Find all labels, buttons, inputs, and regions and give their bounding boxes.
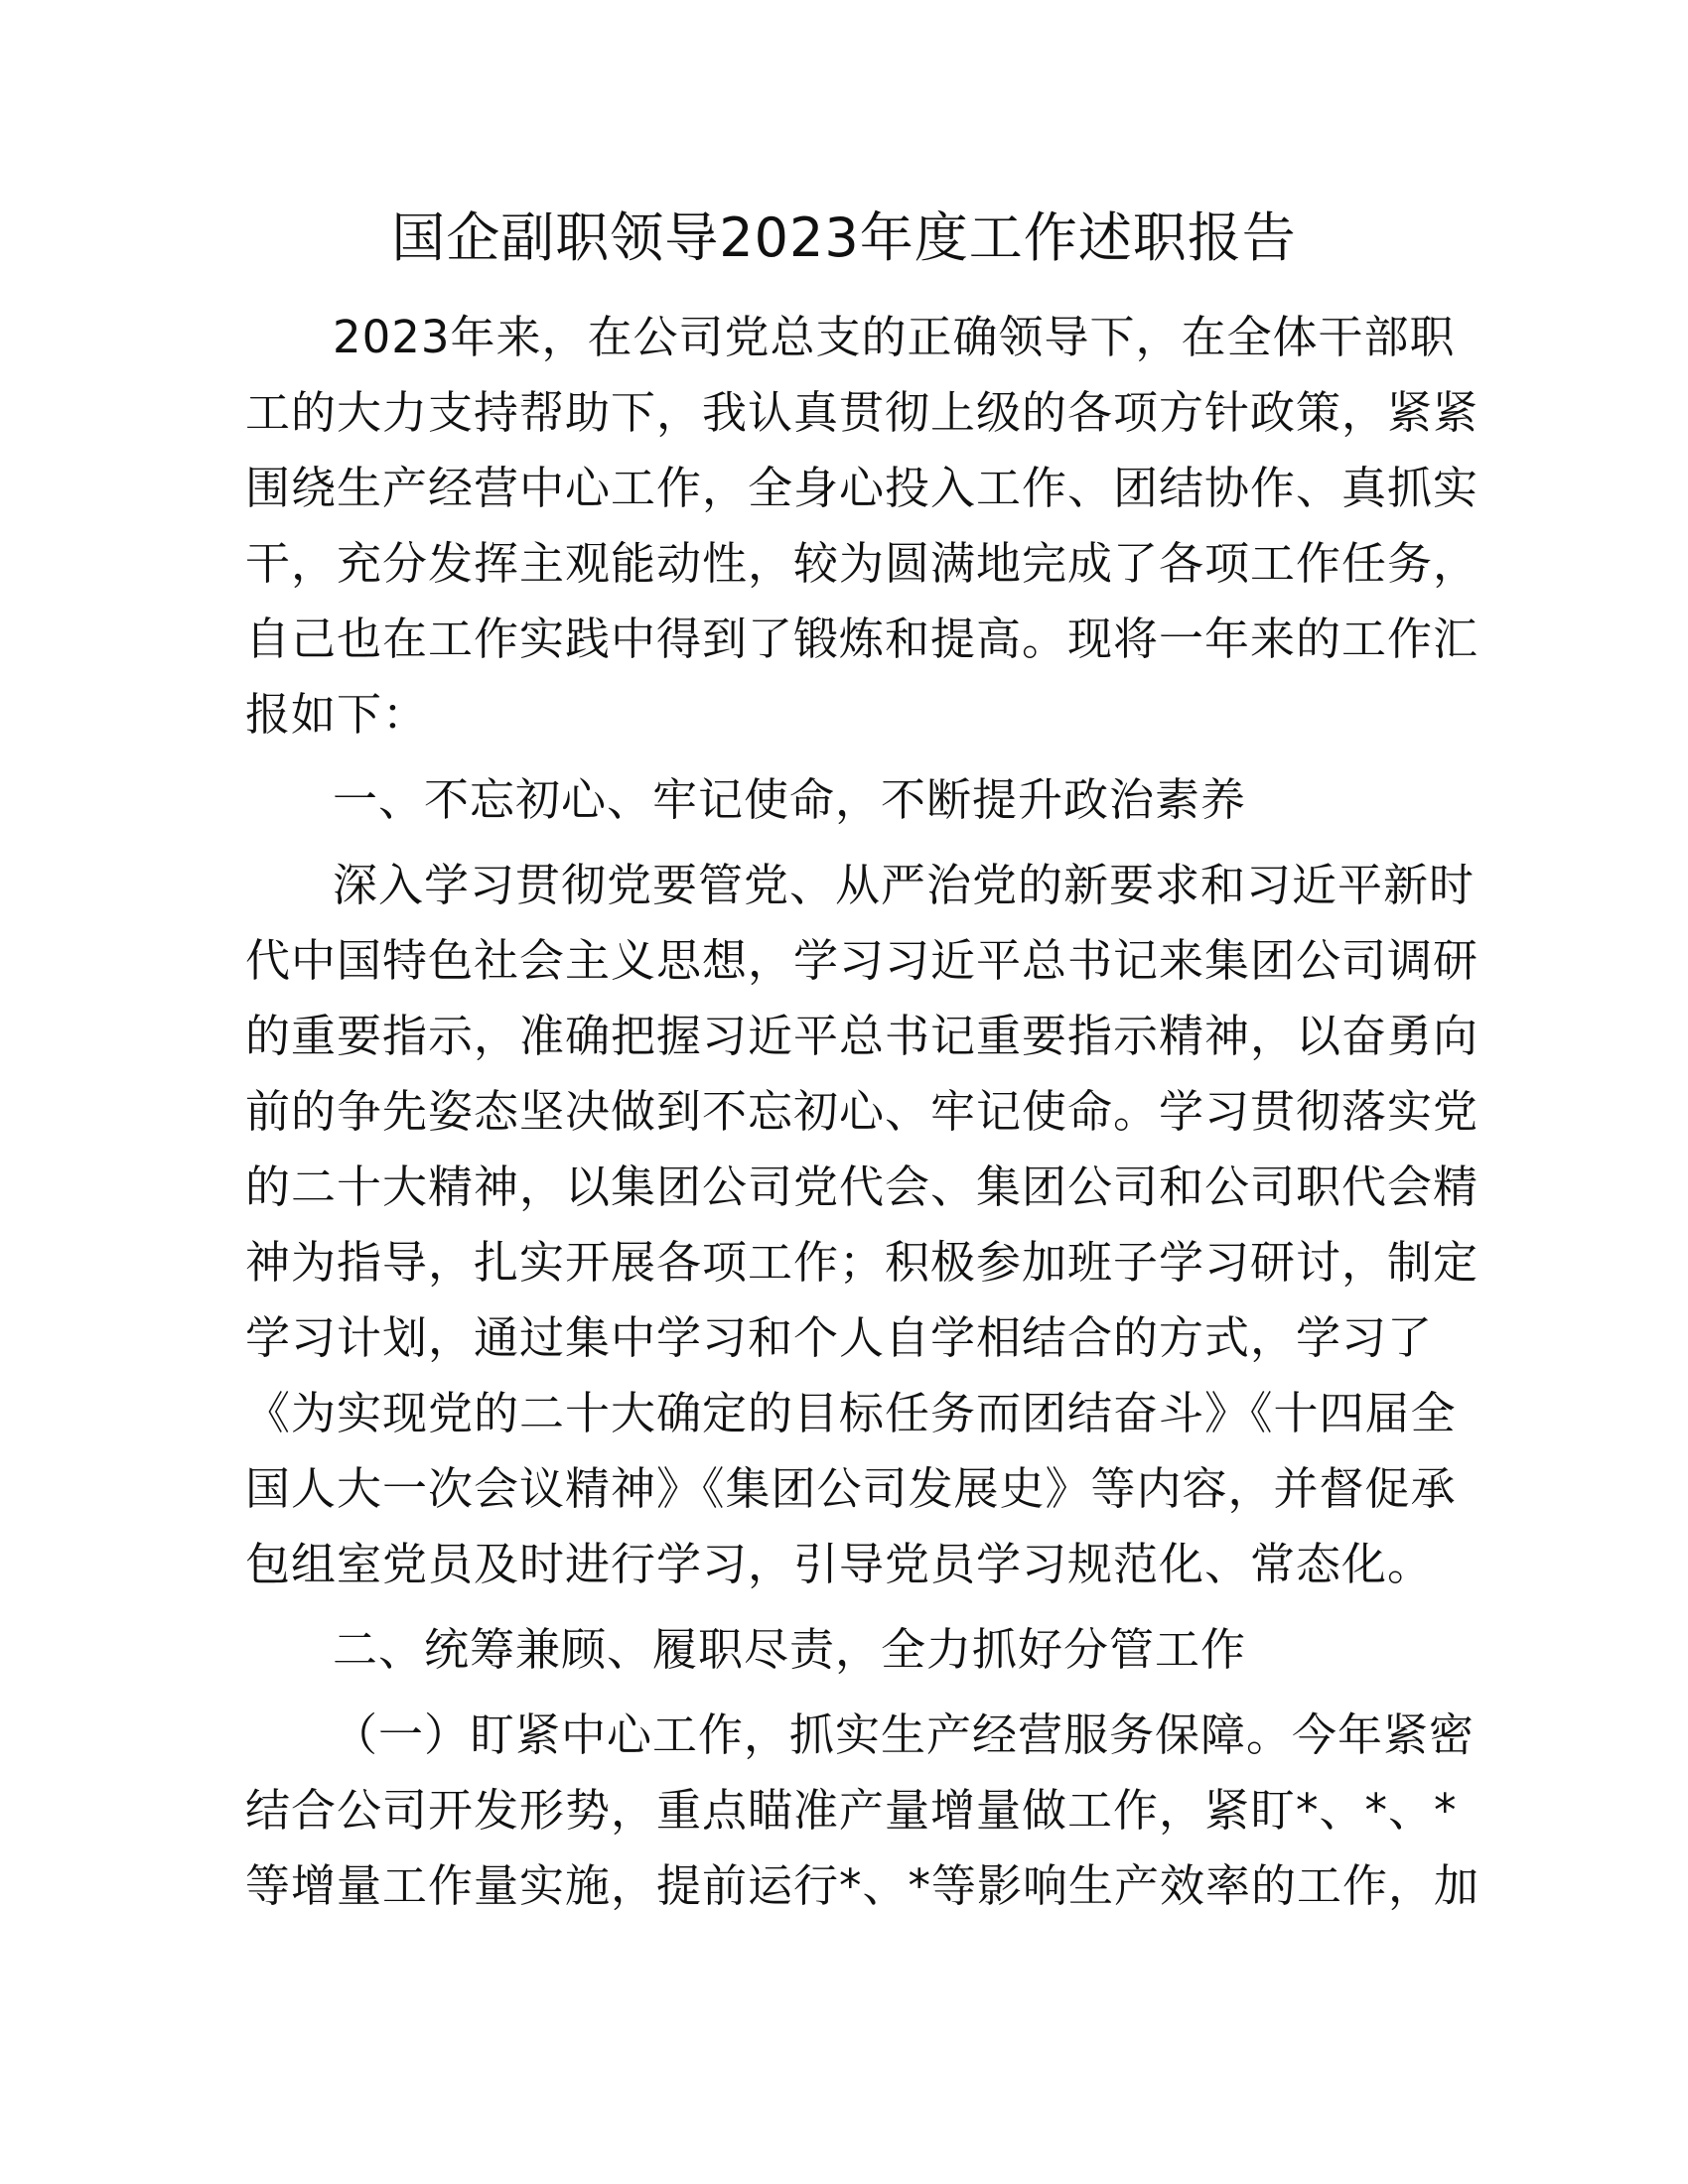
paragraph-line: 等增量工作量实施，提前运行*、*等影响生产效率的工作，加 [245,1859,1480,1912]
paragraph-line: 国人大一次会议精神》《集团公司发展史》等内容，并督促承 [245,1462,1457,1515]
paragraph-line: （一）盯紧中心工作，抓实生产经营服务保障。今年紧密 [333,1708,1476,1761]
paragraph-line: 学习计划，通过集中学习和个人自学相结合的方式，学习了 [245,1311,1434,1364]
document-body [245,300,1480,1924]
paragraph-line: 结合公司开发形势，重点瞄准产量增量做工作，紧盯*、*、* [245,1784,1458,1837]
paragraph-line: 围绕生产经营中心工作，全身心投入工作、团结协作、真抓实 [245,462,1479,514]
section-heading: 一、不忘初心、牢记使命，不断提升政治素养 [333,773,1247,826]
paragraph-line: 前的争先姿态坚决做到不忘初心、牢记使命。学习贯彻落实党 [245,1085,1479,1138]
paragraph-line: 工的大力支持帮助下，我认真贯彻上级的各项方针政策，紧紧 [245,386,1479,439]
section-heading-1 [245,762,1437,838]
paragraph-line: 自己也在工作实践中得到了锻炼和提高。现将一年来的工作汇 [245,613,1479,665]
section-heading-2 [245,1612,1437,1688]
paragraph-line: 的重要指示，准确把握习近平总书记重要指示精神，以奋勇向 [245,1010,1479,1062]
paragraph-line: 干，充分发挥主观能动性，较为圆满地完成了各项工作任务， [245,537,1479,590]
paragraph-line: 深入学习贯彻党要管党、从严治党的新要求和习近平新时 [333,859,1476,911]
paragraph-line: 《为实现党的二十大确定的目标任务而团结奋斗》《十四届全 [245,1387,1457,1439]
paragraph-line: 神为指导，扎实开展各项工作；积极参加班子学习研讨，制定 [245,1236,1479,1289]
section2-paragraph [245,1698,1480,1924]
paragraph-line: 2023年来，在公司党总支的正确领导下，在全体干部职 [333,311,1456,363]
section-heading: 二、统筹兼顾、履职尽责，全力抓好分管工作 [333,1623,1247,1676]
section1-paragraph [245,848,1479,1602]
document-title: 国企副职领导2023年度工作述职报告 [391,206,1297,269]
paragraph-line: 的二十大精神，以集团公司党代会、集团公司和公司职代会精 [245,1160,1479,1213]
paragraph-line: 代中国特色社会主义思想，学习习近平总书记来集团公司调研 [245,934,1479,987]
paragraph-line: 报如下： [245,688,429,741]
intro-paragraph [245,300,1479,752]
paragraph-line: 包组室党员及时进行学习，引导党员学习规范化、常态化。 [245,1538,1434,1590]
